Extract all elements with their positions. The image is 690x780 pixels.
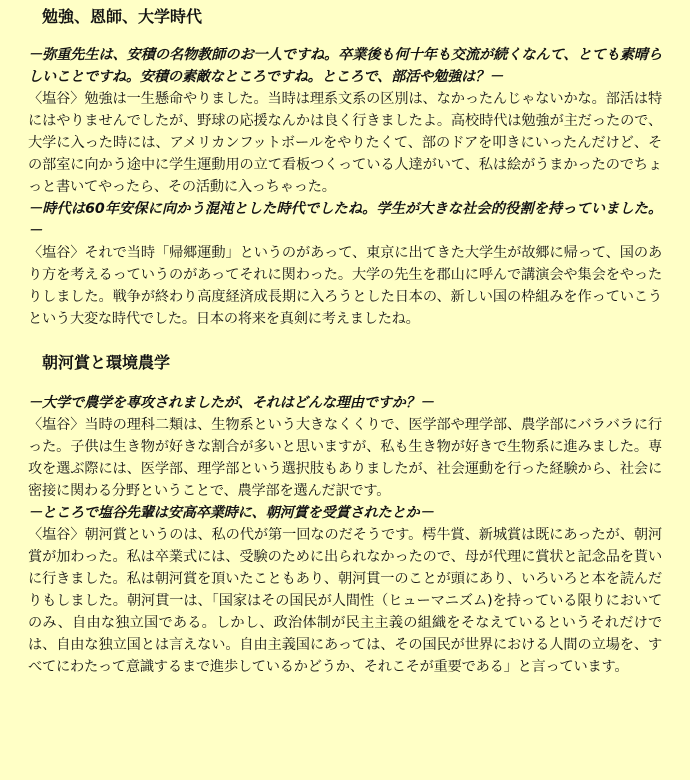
section-heading-asakawa-prize: 朝河賞と環境農学 [42, 353, 171, 372]
interviewer-question: －大学で農学を専攻されましたが、それはどんな理由ですか？－ [28, 395, 434, 411]
interviewer-question: －時代は60年安保に向かう混沌とした時代でしたね。学生が大きな社会的役割を持っていました。－ [28, 201, 662, 239]
interviewee-answer: 〈塩谷〉勉強は一生懸命やりました。当時は理系文系の区別は、なかったんじゃないかな。部活は特にはやりませんでしたが、野球の応援なんかは良く行きましたよ。高校時代は勉強が主だったので、大学に入った時には、アメリカンフットボールをやりたくて、部のドアを叩きにいったんだけど、その部室に向かう途中に学生運動用の立て看板つくっている人達がいて、私は絵がうまかったのでちょっと書いてやったら、その活動に入っちゃった。 [28, 91, 662, 195]
interviewer-question: －ところで塩谷先輩は安高卒業時に、朝河賞を受賞されたとか－ [28, 505, 434, 521]
section-heading-study: 勉強、恩師、大学時代 [42, 7, 203, 26]
interviewee-answer: 〈塩谷〉朝河賞というのは、私の代が第一回なのだそうです。樗牛賞、新城賞は既にあったが、朝河賞が加わった。私は卒業式には、受験のために出られなかったので、母が代理に賞状と記念品を貰いに行きました。私は朝河賞を頂いたこともあり、朝河貫一のことが頭にあり、いろいろと本を読んだりもしました。朝河貫一は、「国家はその国民が人間性（ヒューマニズム)を持っている限りにおいてのみ、自由な独立国である。しかし、政治体制が民主主義の組織をそなえているというそれだけでは、自由な独立国とは言えない。自由主義国にあっては、その国民が世界における人間の立場を、すべてにわたって意識するまで進歩しているかどうか、それこそが重要である」と言っています。 [28, 527, 662, 675]
interviewer-question: －弥重先生は、安積の名物教師のお一人ですね。卒業後も何十年も交流が続くなんて、とても素晴らしいことですね。安積の素敵なところですね。ところで、部活や勉強は？－ [28, 47, 662, 85]
interviewee-answer: 〈塩谷〉それで当時「帰郷運動」というのがあって、東京に出てきた大学生が故郷に帰って、国のあり方を考えるっていうのがあってそれに関わった。大学の先生を郡山に呼んで講演会や集会をやったりしました。戦争が終わり高度経済成長期に入ろうとした日本の、新しい国の枠組みを作っていこうという大変な時代でした。日本の将来を真剣に考えましたね。 [28, 245, 662, 327]
interviewee-answer: 〈塩谷〉当時の理科二類は、生物系という大きなくくりで、医学部や理学部、農学部にバラバラに行った。子供は生き物が好きな割合が多いと思いますが、私も生き物が好きで生物系に進みました。専攻を選ぶ際には、医学部、理学部という選択肢もありましたが、社会運動を行った経験から、社会に密接に関わる分野ということで、農学部を選んだ訳です。 [28, 417, 662, 499]
